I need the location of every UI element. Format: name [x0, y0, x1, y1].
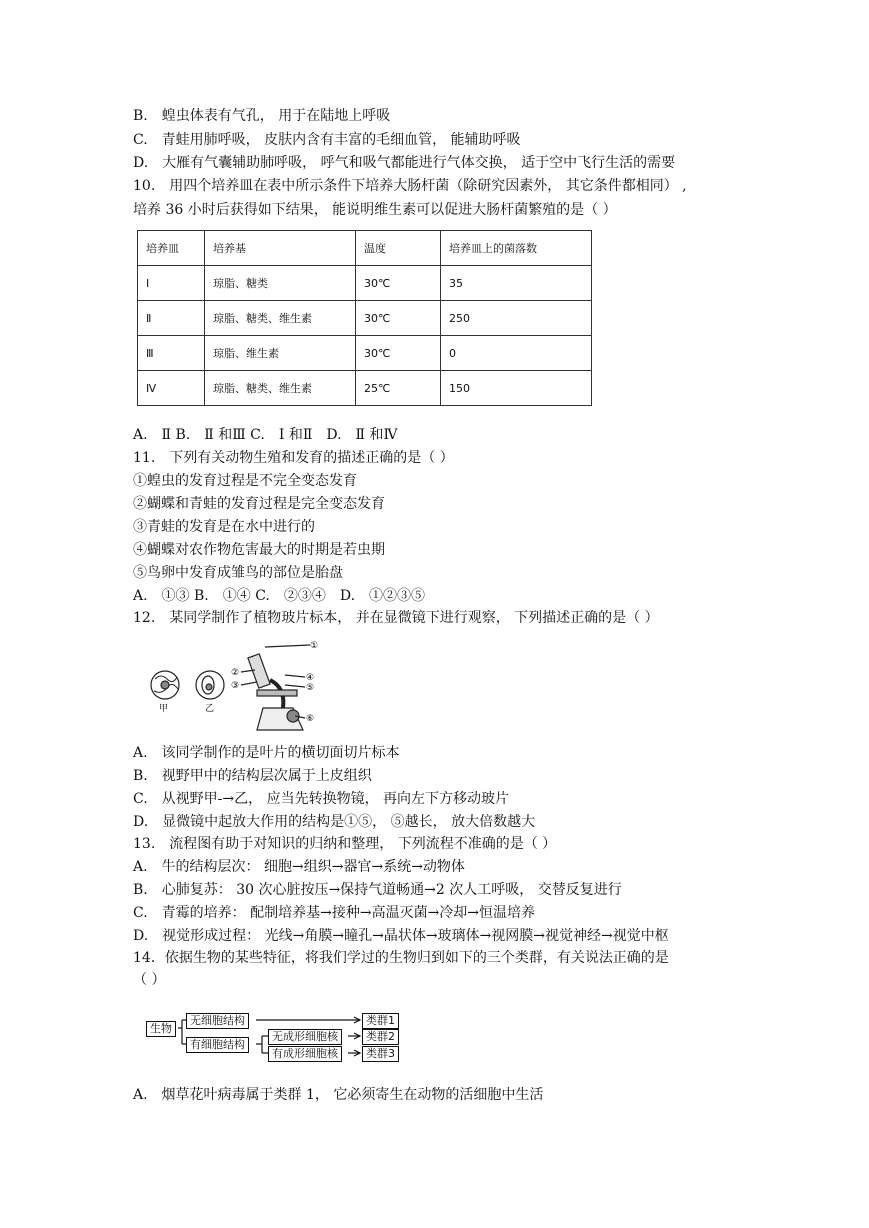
line-q9-b: B. 蝗虫体表有气孔， 用于在陆地上呼吸	[133, 108, 391, 124]
q13-option-c: C. 青霉的培养： 配制培养基→接种→高温灭菌→冷却→恒温培养	[133, 905, 536, 921]
table-row	[138, 266, 592, 301]
statement-5: ⑤鸟卵中发育成雏鸟的部位是胎盘	[133, 565, 343, 581]
view-label: 甲	[159, 704, 169, 714]
statement-2: ②蝴蝶和青蛙的发育过程是完全变态发育	[133, 496, 385, 512]
q13-option-d: D. 视觉形成过程： 光线→角膜→瞳孔→晶状体→玻璃体→视网膜→视觉神经→视觉中枢	[133, 928, 669, 944]
table-header: 培养皿上的菌落数	[441, 231, 592, 266]
statement-3: ③青蛙的发育是在水中进行的	[133, 519, 315, 535]
q13-option-a: A. 牛的结构层次： 细胞→组织→器官→系统→动物体	[133, 859, 465, 875]
table-cell: 250	[441, 301, 592, 336]
part-label: ⑥	[306, 714, 315, 724]
question-10-cont: 培养 36 小时后获得如下结果， 能说明维生素可以促进大肠杆菌繁殖的是（ ）	[133, 202, 617, 218]
q12-option-c: C. 从视野甲-→乙， 应当先转换物镜， 再向左下方移动玻片	[133, 791, 510, 807]
table-cell: 25℃	[356, 371, 441, 406]
q13-option-b: B. 心肺复苏： 30 次心脏按压→保持气道畅通→2 次人工呼吸， 交替反复进行	[133, 882, 622, 898]
table-header: 培养基	[205, 231, 356, 266]
table-cell: Ⅳ	[138, 371, 205, 406]
question-11: 11. 下列有关动物生殖和发育的描述正确的是（ ）	[133, 450, 454, 466]
flow-group-2: 类群2	[362, 1029, 399, 1045]
table-header: 培养皿	[138, 231, 205, 266]
table-cell: 琼脂、糖类、维生素	[205, 371, 356, 406]
table-cell: 琼脂、维生素	[205, 336, 356, 371]
flow-root: 生物	[146, 1021, 176, 1037]
table-cell: 35	[441, 266, 592, 301]
table-cell: 30℃	[356, 266, 441, 301]
part-label: ④	[306, 673, 315, 683]
table-cell: 30℃	[356, 336, 441, 371]
part-label: ⑤	[306, 683, 315, 693]
table-row	[138, 301, 592, 336]
statement-4: ④蝴蝶对农作物危害最大的时期是若虫期	[133, 542, 385, 558]
question-12: 12. 某同学制作了植物玻片标本， 并在显微镜下进行观察， 下列描述正确的是（ ）	[133, 610, 659, 626]
table-row	[138, 336, 592, 371]
table-header: 温度	[356, 231, 441, 266]
table-cell: 150	[441, 371, 592, 406]
q12-option-a: A. 该同学制作的是叶片的横切面切片标本	[133, 745, 400, 761]
question-13: 13. 流程图有助于对知识的归纳和整理， 下列流程不准确的是（ ）	[133, 836, 557, 852]
table-cell: 0	[441, 336, 592, 371]
line-q9-d: D. 大雁有气囊辅助肺呼吸， 呼气和吸气都能进行气体交换， 适于空中飞行生活的需要	[133, 155, 676, 171]
q11-options: A. ①③ B. ①④ C. ②③④ D. ①②③⑤	[133, 588, 426, 604]
flow-group-3: 类群3	[362, 1046, 399, 1062]
line-q9-c: C. 青蛙用肺呼吸， 皮肤内含有丰富的毛细血管， 能辅助呼吸	[133, 132, 521, 148]
table-cell: Ⅱ	[138, 301, 205, 336]
table-header-row	[138, 231, 592, 266]
q14-option-a: A. 烟草花叶病毒属于类群 1， 它必须寄生在动物的活细胞中生活	[133, 1087, 544, 1103]
flow-group-1: 类群1	[362, 1013, 399, 1029]
flow-has-cell: 有细胞结构	[186, 1037, 249, 1053]
statement-1: ①蝗虫的发育过程是不完全变态发育	[133, 473, 357, 489]
question-14: 14．依据生物的某些特征，将我们学过的生物归到如下的三个类群，有关说法正确的是	[133, 950, 669, 966]
flow-no-cell: 无细胞结构	[186, 1013, 249, 1029]
table-cell: Ⅲ	[138, 336, 205, 371]
microscope-figure	[145, 635, 325, 740]
flow-has-nucleus: 有成形细胞核	[268, 1046, 342, 1062]
table-cell: 琼脂、糖类	[205, 266, 356, 301]
question-10: 10. 用四个培养皿在表中所示条件下培养大肠杆菌（除研究因素外， 其它条件都相同） ,	[133, 178, 687, 194]
view-label: 乙	[205, 704, 215, 714]
q10-options: A. Ⅱ B. Ⅱ 和Ⅲ C. Ⅰ 和Ⅱ D. Ⅱ 和Ⅳ	[133, 427, 398, 443]
table-cell: 琼脂、糖类、维生素	[205, 301, 356, 336]
part-label: ②	[231, 668, 240, 678]
part-label: ③	[231, 681, 240, 691]
q12-option-b: B. 视野甲中的结构层次属于上皮组织	[133, 768, 372, 784]
culture-table	[137, 230, 592, 406]
table-row	[138, 371, 592, 406]
table-cell: 30℃	[356, 301, 441, 336]
question-14-paren: （ ）	[133, 972, 166, 988]
table-cell: Ⅰ	[138, 266, 205, 301]
part-label: ①	[310, 641, 319, 651]
flow-no-nucleus: 无成形细胞核	[268, 1029, 342, 1045]
q12-option-d: D. 显微镜中起放大作用的结构是①⑤， ⑤越长， 放大倍数越大	[133, 814, 536, 830]
